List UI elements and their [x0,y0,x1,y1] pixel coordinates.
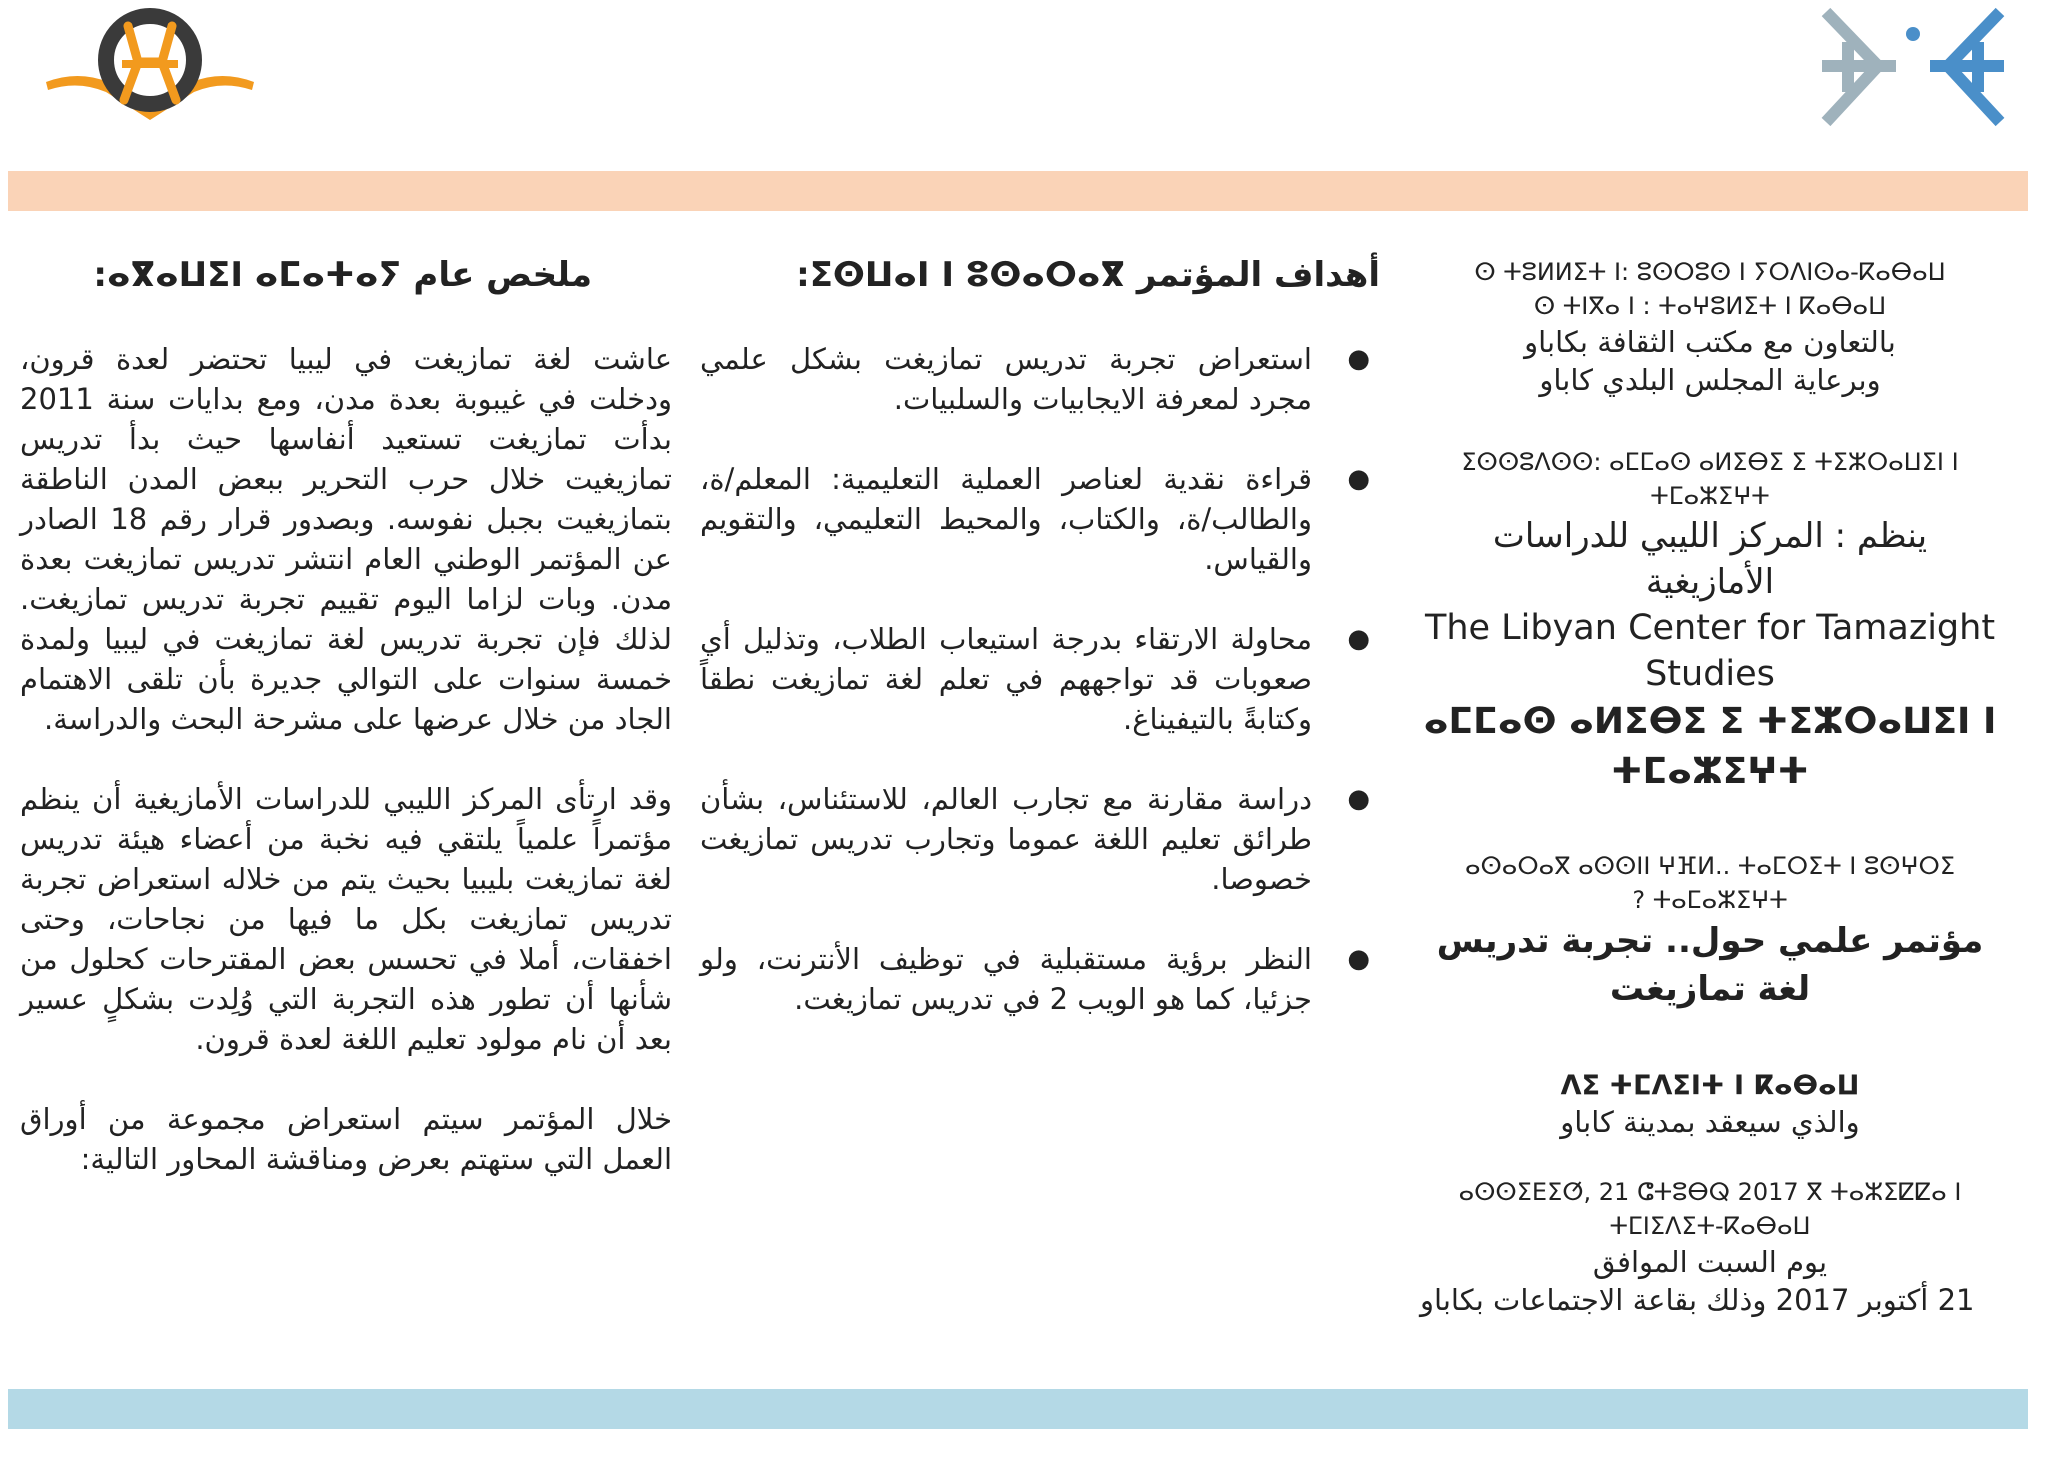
list-item [700,459,1380,579]
tif-organizer: ⵉⵙⵙⵓⴷⵙⵙ: ⴰⵎⵎⴰⵙ ⴰⵍⵉⴱⵉ ⵉ ⵜⵉⵣⵔⴰⵡⵉⵏ ⵏ ⵜⵎⴰⵣⵉⵖⵜ [1461,448,1959,510]
tifinagh-symbol-logo [1818,4,2008,132]
goal-text: محاولة الارتقاء بدرجة استيعاب الطلاب، وتذليل أي صعوبات قد تواجههم في تعلم لغة تمازيغت نطقاً وكتابةً بالتيفيناغ. [700,622,1312,736]
summary-paragraph-3: خلال المؤتمر سيتم استعراض مجموعة من أوراق العمل التي ستهتم بعرض ومناقشة المحاور التالية: [20,1102,672,1176]
list-item [700,939,1380,1019]
bullet-dot-icon: ● [1347,944,1370,974]
bullet-dot-icon: ● [1347,344,1370,374]
summary-heading: ملخص عام ⴰⴳⴰⵡⵉⵏ ⴰⵎⴰⵜⴰⵢ: [93,255,592,295]
ar-date-line-1: يوم السبت الموافق [1592,1245,1828,1279]
summary-paragraph-1: عاشت لغة تمازيغت في ليبيا تحتضر لعدة قرون، ودخلت في غيبوبة بعدة مدن، ومع بدايات سنة 2011 بدأت تمازيغت تستعيد أنفاسها حيث بدأ تدريس تمازيغيت خلال حرب التحرير ببعض المدن الناطقة بتمازيغيت بجبل نفوسه. وبصدور قرار رقم 18 الصادر عن المؤتمر الوطني العام انتشر تدريس تمازيغت بعدة مدن. وبات لزاما اليوم تقييم تجربة تدريس تمازيغت. لذلك فإن تجربة تدريس لغة تمازيغت في ليبيا ولمدة خمسة سنوات على التوالي جديرة بأن تلقى الاهتمام الجاد من خلال عرضها على مشرحة البحث والدراسة. [20,342,673,736]
bottom-color-band [8,1389,2028,1429]
bullet-dot-icon: ● [1347,624,1370,654]
bullet-dot-icon: ● [1347,784,1370,814]
top-color-band [8,171,2028,211]
yaz-circle-logo [38,4,262,122]
list-item [700,339,1380,419]
tif-conference-title: ⴰⵙⴰⵔⴰⴳ ⴰⵙⵙⵏⵏ ⵖⴼⵍ.. ⵜⴰⵎⵔⵉⵜ ⵏ ⵓⵙⵖⵔⵉ ⵜⴰⵎⴰⵣⵉⵖⵜ ? [1464,852,1955,914]
ar-date-line-2: 21 أكتوبر 2017 وذلك بقاعة الاجتماعات بكاباو [1420,1283,1975,1317]
ar-organizer-line-1: ينظم : المركز الليبي للدراسات [1492,516,1928,556]
event-info-column [1420,255,2000,1319]
goals-heading: أهداف المؤتمر ⵉⵙⵡⴰⵏ ⵏ ⵓⵙⴰⵔⴰⴳ: [796,255,1380,295]
goal-text: دراسة مقارنة مع تجارب العالم، للاستئناس، بشأن طرائق تعليم اللغة عموما وتجارب تدريس تمازيغت خصوصا. [700,782,1312,896]
ar-cooperation-line-2: وبرعاية المجلس البلدي كاباو [1539,363,1881,397]
goal-text: استعراض تجربة تدريس تمازيغت بشكل علمي مجرد لمعرفة الايجابيات والسلبيات. [700,342,1312,416]
ar-cooperation-line-1: بالتعاون مع مكتب الثقافة بكاباو [1524,325,1896,359]
list-item [700,779,1380,899]
goal-text: قراءة نقدية لعناصر العملية التعليمية: المعلم/ة، والطالب/ة، والكتاب، والمحيط التعليمي، والتقويم والقياس. [700,462,1312,576]
ar-city: والذي سيعقد بمدينة كاباو [1560,1105,1860,1139]
tif-city: ⴷⵉ ⵜⵎⴷⵉⵏⵜ ⵏ ⴽⴰⴱⴰⵡ [1560,1070,1860,1101]
ar-organizer-line-2: الأمازيغية [1645,562,1775,602]
list-item [700,619,1380,739]
ar-conference-title: مؤتمر علمي حول.. تجربة تدريس لغة تمازيغت [1436,921,1984,1009]
goals-column [700,255,1380,1059]
tif-cooperation-line-1: ⵙ ⵜⵓⵍⵍⵉⵜ ⵏ: ⵓⵙⵔⵓⵙ ⵏ ⵢⵔⴷⵏⵙⴰ-ⴽⴰⴱⴰⵡ [1474,258,1946,286]
summary-paragraph-2: وقد ارتأى المركز الليبي للدراسات الأمازيغية أن ينظم مؤتمراً علمياً يلتقي فيه نخبة من أعضاء هيئة تدريس لغة تمازيغت بليبيا بحيث يتم من خلاله استعراض تجربة تدريس تمازيغت بكل ما فيها من نجاحات، وحتى اخفقات، أملا في تحسس بعض المقترحات كحلول من شأنها أن تطور هذه التجربة التي وُلِدت بشكلٍ عسير بعد أن نام مولود تعليم اللغة لعدة قرون. [20,782,672,1056]
summary-column [20,255,672,1219]
tif-date: ⴰⵙⵙⵉⴹⵉⵚ, 21 ⵛⵜⵓⴱⵕ 2017 ⴳ ⵜⴰⵣⵉⵇⵇⴰ ⵏ ⵜⵎⵏⵉⴷⵉⵜ-ⴽⴰⴱⴰⵡ [1458,1178,1962,1240]
tif-center-name: ⴰⵎⵎⴰⵙ ⴰⵍⵉⴱⵉ ⵉ ⵜⵉⵣⵔⴰⵡⵉⵏ ⵏ ⵜⵎⴰⵣⵉⵖⵜ [1423,701,1997,792]
tif-cooperation-line-2: ⵙ ⵜⵏⴳⴰ ⵏ : ⵜⴰⵖⵓⵍⵉⵜ ⵏ ⴽⴰⴱⴰⵡ [1533,292,1887,320]
goals-list [700,339,1380,1019]
goal-text: النظر برؤية مستقبلية في توظيف الأنترنت، ولو جزئيا، كما هو الويب 2 في تدريس تمازيغت. [700,942,1312,1016]
en-organizer: The Libyan Center for Tamazight Studies [1424,608,1996,694]
bullet-dot-icon: ● [1347,464,1370,494]
